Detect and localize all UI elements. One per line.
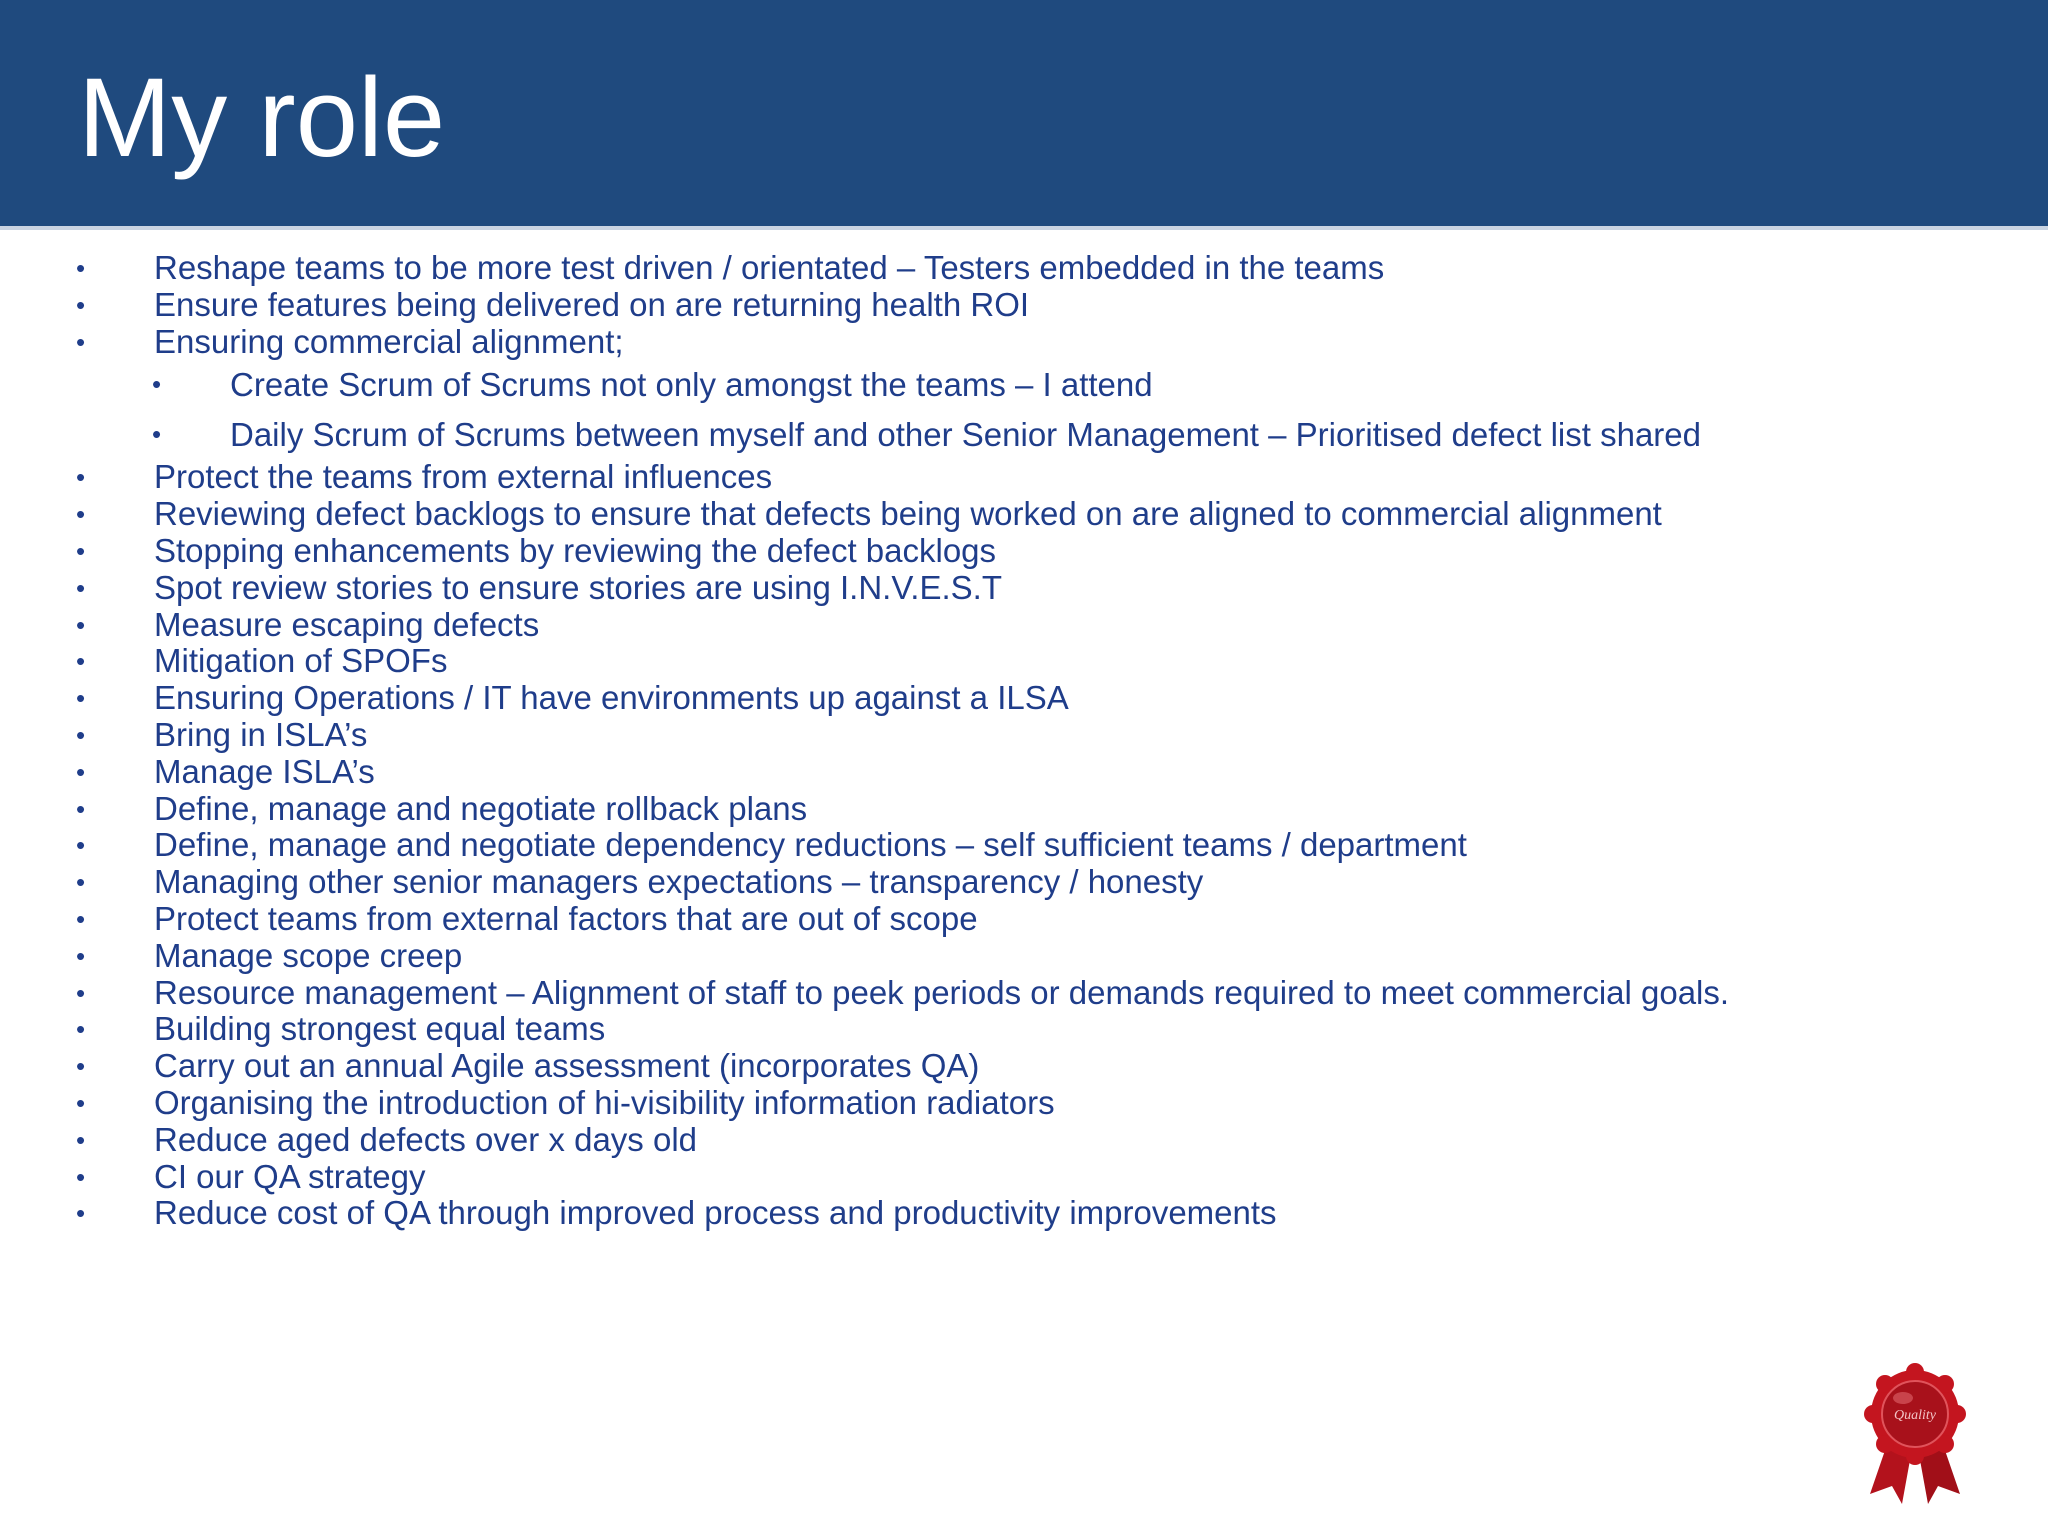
bullet-icon: • xyxy=(76,683,86,714)
bullet-icon: • xyxy=(76,609,86,640)
list-item-text: Stopping enhancements by reviewing the defect backlogs xyxy=(154,531,997,569)
list-item-text: Carry out an annual Agile assessment (incorporates QA) xyxy=(154,1047,980,1085)
list-item-text: Create Scrum of Scrums not only amongst the teams – I attend xyxy=(230,366,1153,404)
list-item xyxy=(0,570,1960,607)
list-item-text: Define, manage and negotiate rollback plans xyxy=(154,789,808,827)
list-item xyxy=(0,901,1960,938)
list-item xyxy=(0,717,1960,754)
list-item xyxy=(0,496,1960,533)
bullet-icon: • xyxy=(76,253,86,283)
bullet-icon: • xyxy=(76,793,86,824)
list-item xyxy=(0,791,1960,828)
list-item xyxy=(0,1122,1960,1159)
list-item-text: Building strongest equal teams xyxy=(154,1010,606,1048)
bullet-icon: • xyxy=(76,756,86,787)
bullet-icon: • xyxy=(152,369,162,400)
sub-list-item xyxy=(0,360,1960,410)
list-item xyxy=(0,1159,1960,1196)
bullet-icon: • xyxy=(152,418,162,449)
list-item-text: Reviewing defect backlogs to ensure that defects being worked on are aligned to commercial alignment xyxy=(154,495,1662,533)
bullet-icon: • xyxy=(76,572,86,603)
list-item xyxy=(0,533,1960,570)
bullet-icon: • xyxy=(76,1051,86,1082)
bullet-icon: • xyxy=(76,867,86,898)
bullet-icon: • xyxy=(76,1161,86,1192)
list-item xyxy=(0,607,1960,644)
list-item-text: Protect the teams from external influences xyxy=(154,458,773,496)
seal-text: Quality xyxy=(1894,1408,1936,1423)
bullet-icon: • xyxy=(76,646,86,677)
wax-seal-ribbon-icon xyxy=(1862,1362,1968,1504)
bullet-icon: • xyxy=(76,1087,86,1118)
bullet-icon: • xyxy=(76,326,86,357)
sub-list-item xyxy=(0,410,1960,460)
list-item-text: Ensuring commercial alignment; xyxy=(154,322,624,360)
bullet-icon: • xyxy=(76,940,86,971)
bullet-list xyxy=(0,250,1960,1232)
list-item xyxy=(0,324,1960,361)
list-item xyxy=(0,938,1960,975)
list-item-text: Reduce cost of QA through improved process and productivity improvements xyxy=(154,1194,1277,1232)
bullet-icon: • xyxy=(76,1124,86,1155)
list-item-text: Reshape teams to be more test driven / orientated – Testers embedded in the teams xyxy=(154,249,1385,286)
list-item-text: Organising the introduction of hi-visibility information radiators xyxy=(154,1083,1055,1121)
list-item xyxy=(0,1195,1960,1232)
list-item xyxy=(0,680,1960,717)
bullet-icon: • xyxy=(76,289,86,320)
list-item-text: Ensuring Operations / IT have environments up against a ILSA xyxy=(154,679,1069,717)
list-item-text: Resource management – Alignment of staff to peek periods or demands required to meet commercial goals. xyxy=(154,973,1730,1011)
list-item-text: Daily Scrum of Scrums between myself and other Senior Management – Prioritised defect list shared xyxy=(230,415,1701,453)
list-item xyxy=(0,459,1960,496)
title-bar xyxy=(0,0,2048,230)
list-item xyxy=(0,250,1960,287)
list-item xyxy=(0,1011,1960,1048)
list-item-text: Protect teams from external factors that are out of scope xyxy=(154,899,978,937)
list-item-text: Bring in ISLA’s xyxy=(154,715,368,753)
list-item-text: Manage scope creep xyxy=(154,936,463,974)
list-item-text: CI our QA strategy xyxy=(154,1157,426,1195)
list-item xyxy=(0,864,1960,901)
list-item-text: Manage ISLA’s xyxy=(154,752,375,790)
list-item-text: Define, manage and negotiate dependency reductions – self sufficient teams / department xyxy=(154,826,1467,864)
bullet-icon: • xyxy=(76,535,86,566)
list-item-text: Measure escaping defects xyxy=(154,605,540,643)
bullet-icon: • xyxy=(76,903,86,934)
list-item xyxy=(0,827,1960,864)
list-item-text: Mitigation of SPOFs xyxy=(154,642,448,680)
list-item xyxy=(0,287,1960,324)
list-item xyxy=(0,754,1960,791)
list-item-text: Managing other senior managers expectations – transparency / honesty xyxy=(154,863,1204,901)
bullet-icon: • xyxy=(76,499,86,530)
list-item xyxy=(0,1048,1960,1085)
list-item xyxy=(0,975,1960,1012)
list-item xyxy=(0,1085,1960,1122)
bullet-icon: • xyxy=(76,1198,86,1229)
slide-title: My role xyxy=(78,55,446,180)
bullet-icon: • xyxy=(76,1014,86,1045)
list-item-text: Spot review stories to ensure stories are using I.N.V.E.S.T xyxy=(154,568,1002,606)
bullet-icon: • xyxy=(76,462,86,493)
bullet-icon: • xyxy=(76,719,86,750)
list-item xyxy=(0,643,1960,680)
bullet-icon: • xyxy=(76,977,86,1008)
bullet-icon: • xyxy=(76,830,86,861)
list-item-text: Reduce aged defects over x days old xyxy=(154,1120,698,1158)
list-item-text: Ensure features being delivered on are returning health ROI xyxy=(154,285,1030,323)
